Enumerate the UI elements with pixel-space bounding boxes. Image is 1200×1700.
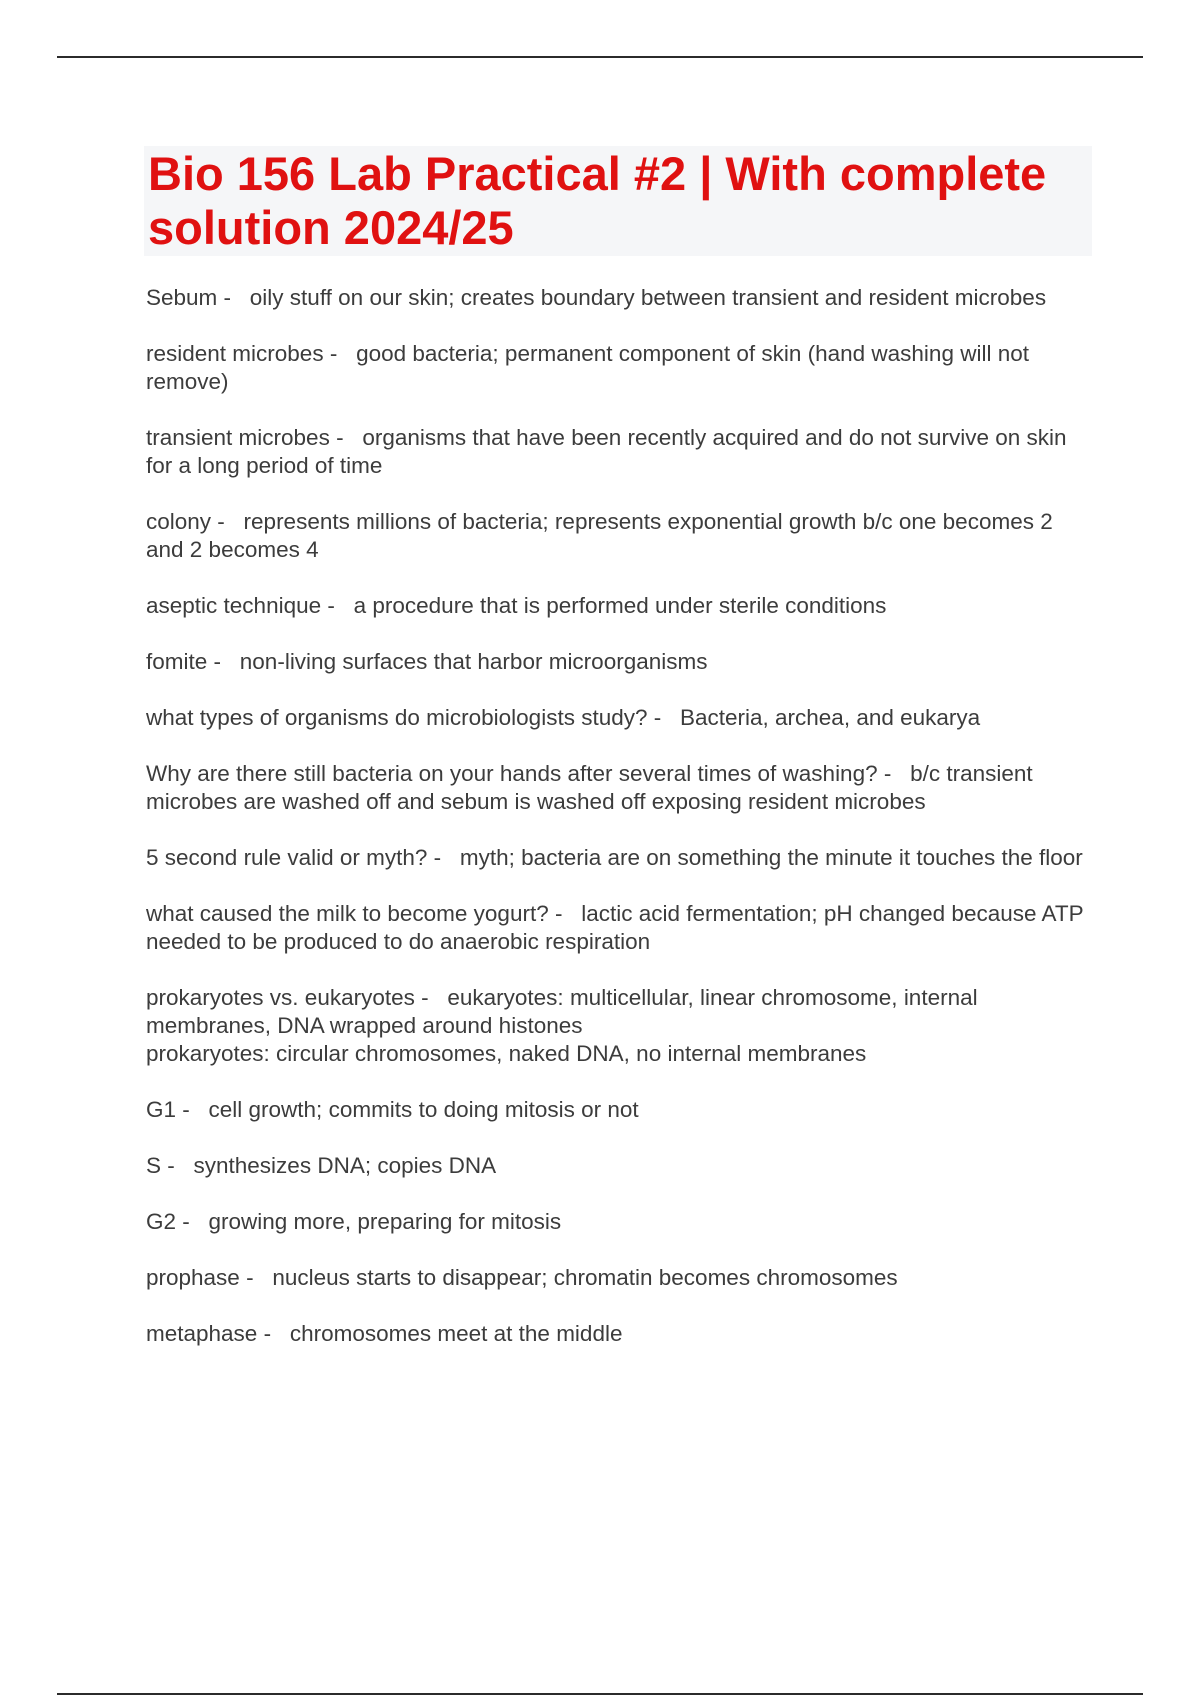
flashcard-entry bbox=[146, 1152, 1086, 1180]
entry-definition: represents millions of bacteria; represents exponential growth b/c one becomes 2 and 2 becomes 4 bbox=[146, 509, 1053, 562]
entry-definition-continued: prokaryotes: circular chromosomes, naked DNA, no internal membranes bbox=[146, 1041, 867, 1066]
entry-term: transient microbes bbox=[146, 425, 330, 450]
entry-term: what caused the milk to become yogurt? bbox=[146, 901, 549, 926]
entry-separator: - bbox=[176, 1209, 209, 1234]
entry-separator: - bbox=[323, 341, 357, 366]
entry-term: aseptic technique bbox=[146, 593, 322, 618]
flashcard-entry bbox=[146, 1320, 1086, 1348]
top-rule bbox=[57, 56, 1143, 58]
flashcard-entry bbox=[146, 704, 1086, 732]
entry-separator: - bbox=[877, 761, 911, 786]
entry-term: resident microbes bbox=[146, 341, 324, 366]
entry-separator: - bbox=[239, 1265, 273, 1290]
title-banner bbox=[144, 146, 1092, 256]
entry-definition: nucleus starts to disappear; chromatin becomes chromosomes bbox=[272, 1265, 898, 1290]
entry-separator: - bbox=[161, 1153, 194, 1178]
entry-separator: - bbox=[176, 1097, 209, 1122]
entry-term: metaphase bbox=[146, 1321, 258, 1346]
flashcard-entry bbox=[146, 984, 1086, 1068]
entry-separator: - bbox=[321, 593, 354, 618]
flashcard-entry bbox=[146, 648, 1086, 676]
flashcard-entry bbox=[146, 1208, 1086, 1236]
entry-definition: growing more, preparing for mitosis bbox=[208, 1209, 562, 1234]
entry-definition: eukaryotes: multicellular, linear chromosome, internal membranes, DNA wrapped around histones bbox=[146, 985, 978, 1038]
entry-term: S bbox=[146, 1153, 162, 1178]
flashcard-entry bbox=[146, 592, 1086, 620]
entry-definition: a procedure that is performed under sterile conditions bbox=[353, 593, 887, 618]
entry-term: fomite bbox=[146, 649, 208, 674]
entry-separator: - bbox=[647, 705, 680, 730]
flashcard-entry bbox=[146, 760, 1086, 816]
entry-definition: good bacteria; permanent component of skin (hand washing will not remove) bbox=[146, 341, 1029, 394]
entry-definition: non-living surfaces that harbor microorganisms bbox=[239, 649, 708, 674]
entry-separator: - bbox=[217, 285, 250, 310]
entry-term: prokaryotes vs. eukaryotes bbox=[146, 985, 415, 1010]
entry-definition: Bacteria, archea, and eukarya bbox=[679, 705, 981, 730]
flashcard-entry bbox=[146, 340, 1086, 396]
entry-definition: myth; bacteria are on something the minute it touches the floor bbox=[459, 845, 1083, 870]
flashcard-entry bbox=[146, 1096, 1086, 1124]
entry-term: Sebum bbox=[146, 285, 218, 310]
flashcard-entry bbox=[146, 508, 1086, 564]
flashcard-entry bbox=[146, 284, 1086, 312]
entry-separator: - bbox=[207, 649, 240, 674]
entry-separator: - bbox=[427, 845, 460, 870]
page-title: Bio 156 Lab Practical #2 | With complete solution 2024/25 bbox=[148, 147, 1047, 254]
flashcard-entry bbox=[146, 424, 1086, 480]
entry-definition: oily stuff on our skin; creates boundary between transient and resident microbes bbox=[249, 285, 1047, 310]
flashcard-entry bbox=[146, 844, 1086, 872]
entry-term: G2 bbox=[146, 1209, 177, 1234]
entry-separator: - bbox=[414, 985, 448, 1010]
entry-separator: - bbox=[548, 901, 582, 926]
entry-definition: b/c transient microbes are washed off and sebum is washed off exposing resident microbes bbox=[146, 761, 1033, 814]
flashcard-entry bbox=[146, 1264, 1086, 1292]
flashcard-list bbox=[146, 284, 1086, 1376]
entry-term: prophase bbox=[146, 1265, 240, 1290]
bottom-rule bbox=[57, 1693, 1143, 1695]
flashcard-entry bbox=[146, 900, 1086, 956]
entry-definition: lactic acid fermentation; pH changed because ATP needed to be produced to do anaerobic respiration bbox=[146, 901, 1084, 954]
entry-term: Why are there still bacteria on your hands after several times of washing? bbox=[146, 761, 878, 786]
entry-separator: - bbox=[211, 509, 244, 534]
entry-term: what types of organisms do microbiologists study? bbox=[146, 705, 648, 730]
entry-separator: - bbox=[257, 1321, 290, 1346]
entry-separator: - bbox=[329, 425, 363, 450]
entry-term: colony bbox=[146, 509, 212, 534]
entry-definition: chromosomes meet at the middle bbox=[289, 1321, 623, 1346]
entry-term: G1 bbox=[146, 1097, 177, 1122]
entry-definition: cell growth; commits to doing mitosis or not bbox=[208, 1097, 639, 1122]
entry-definition: organisms that have been recently acquired and do not survive on skin for a long period of time bbox=[146, 425, 1067, 478]
entry-definition: synthesizes DNA; copies DNA bbox=[193, 1153, 497, 1178]
entry-term: 5 second rule valid or myth? bbox=[146, 845, 428, 870]
